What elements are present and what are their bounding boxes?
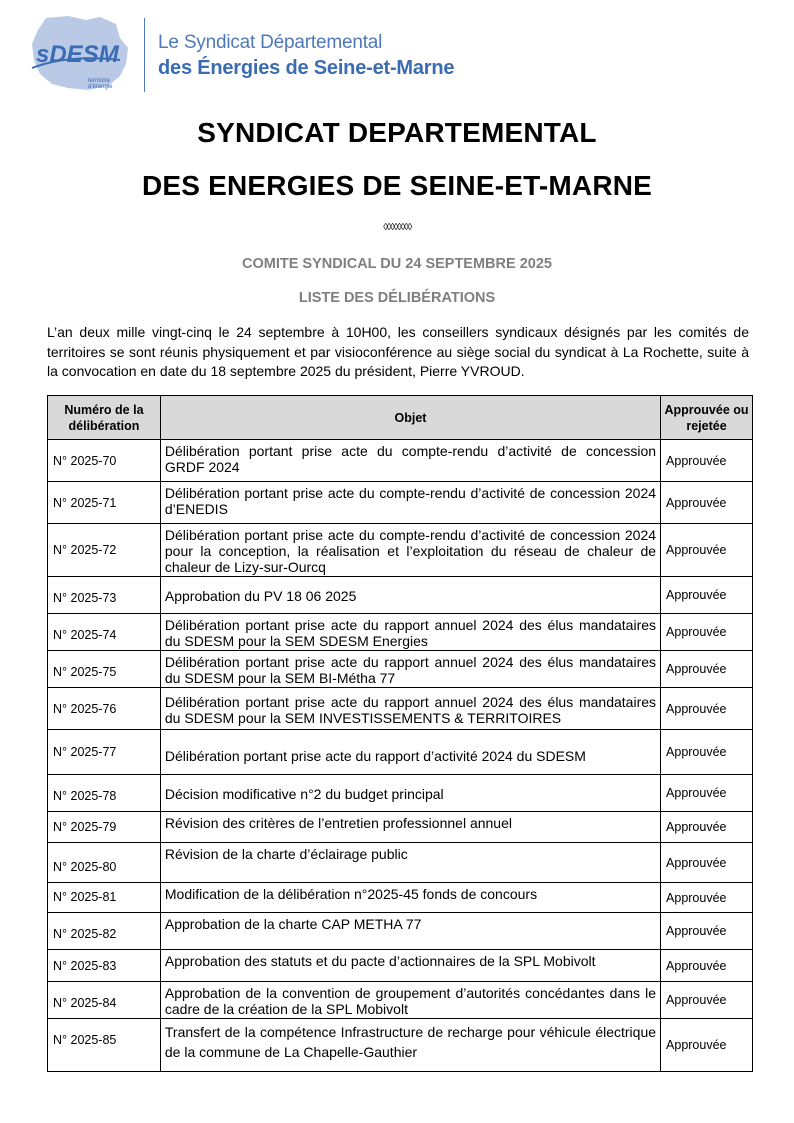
sdesm-logo-icon (28, 14, 138, 92)
table-header-row (48, 396, 753, 440)
delib-number: N° 2025-85 (48, 1019, 161, 1072)
brand-name-line2: des Énergies de Seine-et-Marne (158, 57, 455, 79)
table-row (48, 1019, 753, 1072)
delib-object: Délibération portant prise acte du compte-rendu d’activité de concession GRDF 2024 (160, 440, 660, 482)
delib-object: Délibération portant prise acte du rapport d’activité 2024 du SDESM (160, 730, 660, 775)
header-status: Approuvée ou rejetée (661, 396, 753, 440)
header-number: Numéro de la délibération (48, 396, 161, 440)
diamond-ornament-icon: ◊◊◊◊◊◊◊◊ (383, 222, 411, 233)
table-row (48, 883, 753, 913)
table-row (48, 843, 753, 883)
delib-object: Révision des critères de l’entretien professionnel annuel (160, 812, 660, 843)
delib-number: N° 2025-71 (48, 482, 161, 524)
delib-object: Délibération portant prise acte du rapport annuel 2024 des élus mandataires du SDESM pour la SEM BI-Métha 77 (160, 651, 660, 688)
delib-status: Approuvée (661, 982, 753, 1019)
delib-object: Modification de la délibération n°2025-45 fonds de concours (160, 883, 660, 913)
delib-object: Transfert de la compétence Infrastructure de recharge pour véhicule électrique de la commune de La Chapelle-Gauthier (160, 1019, 660, 1072)
delib-number: N° 2025-77 (48, 730, 161, 775)
delib-status: Approuvée (661, 775, 753, 812)
delib-status: Approuvée (661, 1019, 753, 1072)
delib-object: Approbation des statuts et du pacte d’actionnaires de la SPL Mobivolt (160, 950, 660, 982)
table-row (48, 577, 753, 614)
meeting-subtitle: COMITE SYNDICAL DU 24 SEPTEMBRE 2025 (242, 256, 552, 272)
delib-status: Approuvée (661, 688, 753, 730)
delib-number: N° 2025-70 (48, 440, 161, 482)
delib-number: N° 2025-81 (48, 883, 161, 913)
table-row (48, 982, 753, 1019)
delib-object: Délibération portant prise acte du rapport annuel 2024 des élus mandataires du SDESM pour la SEM INVESTISSEMENTS & TERRITOIRES (160, 688, 660, 730)
delib-status: Approuvée (661, 883, 753, 913)
table-row (48, 614, 753, 651)
delib-status: Approuvée (661, 651, 753, 688)
logo-divider (144, 18, 145, 92)
delib-status: Approuvée (661, 812, 753, 843)
svg-text:territoire: territoire (88, 78, 111, 84)
delib-status: Approuvée (661, 482, 753, 524)
delib-number: N° 2025-84 (48, 982, 161, 1019)
letterhead (28, 14, 488, 94)
delib-number: N° 2025-82 (48, 913, 161, 950)
list-subtitle: LISTE DES DÉLIBÉRATIONS (298, 290, 496, 306)
delib-status: Approuvée (661, 913, 753, 950)
svg-text:sDESM: sDESM (36, 41, 119, 68)
table-row (48, 913, 753, 950)
table-row (48, 524, 753, 577)
table-row (48, 775, 753, 812)
delib-number: N° 2025-73 (48, 577, 161, 614)
delib-status: Approuvée (661, 950, 753, 982)
delib-number: N° 2025-74 (48, 614, 161, 651)
delib-object: Approbation de la charte CAP METHA 77 (160, 913, 660, 950)
deliberations-table (47, 395, 753, 1072)
delib-object: Décision modificative n°2 du budget principal (160, 775, 660, 812)
table-row (48, 730, 753, 775)
delib-status: Approuvée (661, 843, 753, 883)
table-row (48, 688, 753, 730)
table-row (48, 440, 753, 482)
delib-number: N° 2025-75 (48, 651, 161, 688)
delib-number: N° 2025-72 (48, 524, 161, 577)
delib-status: Approuvée (661, 730, 753, 775)
delib-status: Approuvée (661, 614, 753, 651)
delib-object: Délibération portant prise acte du compte-rendu d’activité de concession 2024 pour la conception, la réalisation et l’exploitation du réseau de chaleur de chaleur de Lizy-sur-Ourcq (160, 524, 660, 577)
svg-text:d'énergie: d'énergie (88, 84, 113, 90)
document-title-line1: SYNDICAT DEPARTEMENTAL (197, 117, 597, 148)
table-row (48, 812, 753, 843)
delib-object: Délibération portant prise acte du compte-rendu d’activité de concession 2024 d’ENEDIS (160, 482, 660, 524)
delib-object: Approbation du PV 18 06 2025 (160, 577, 660, 614)
table-row (48, 950, 753, 982)
brand-name-line1: Le Syndicat Départemental (158, 32, 383, 53)
delib-object: Délibération portant prise acte du rapport annuel 2024 des élus mandataires du SDESM pour la SEM SDESM Energies (160, 614, 660, 651)
delib-object: Approbation de la convention de groupement d’autorités concédantes dans le cadre de la création de la SPL Mobivolt (160, 982, 660, 1019)
delib-number: N° 2025-79 (48, 812, 161, 843)
delib-status: Approuvée (661, 440, 753, 482)
delib-number: N° 2025-80 (48, 843, 161, 883)
intro-paragraph: L’an deux mille vingt-cinq le 24 septembre à 10H00, les conseillers syndicaux désignés par les comités de territoires se sont réunis physiquement et par visioconférence au siège social du syndicat à La Rochette, suite à la convocation en date du 18 septembre 2025 du président, Pierre YVROUD. (47, 324, 749, 379)
delib-object: Révision de la charte d’éclairage public (160, 843, 660, 883)
document-title-line2: DES ENERGIES DE SEINE-ET-MARNE (141, 170, 653, 201)
delib-number: N° 2025-76 (48, 688, 161, 730)
header-object: Objet (160, 396, 660, 440)
delib-number: N° 2025-83 (48, 950, 161, 982)
delib-status: Approuvée (661, 577, 753, 614)
delib-number: N° 2025-78 (48, 775, 161, 812)
delib-status: Approuvée (661, 524, 753, 577)
table-row (48, 651, 753, 688)
table-row (48, 482, 753, 524)
